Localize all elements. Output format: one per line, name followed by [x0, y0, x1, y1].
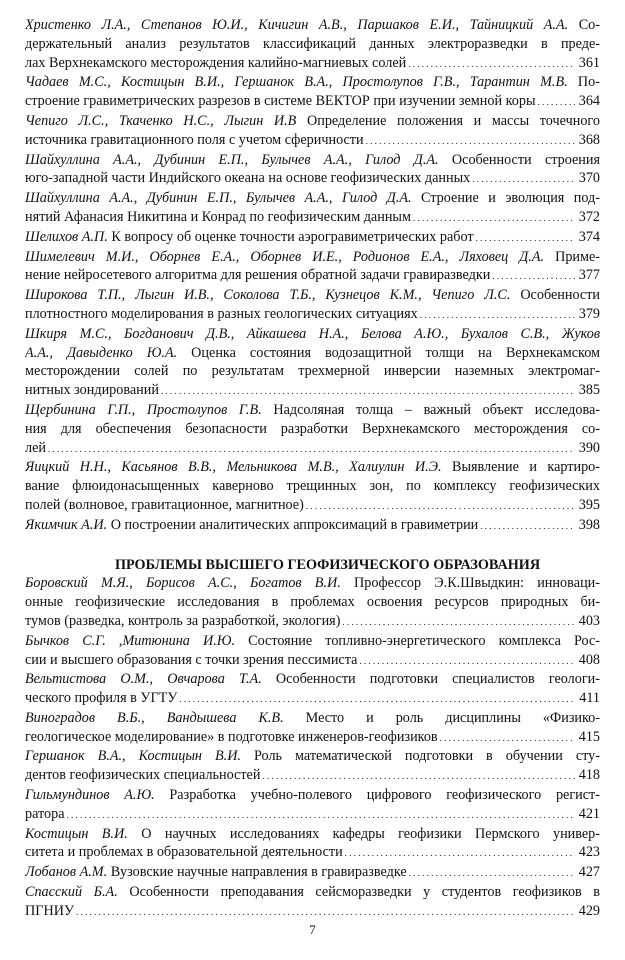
entry-title: геологическое моделирование» в подготовке инженеров-геофизиков — [25, 728, 438, 745]
toc-entry-text — [25, 363, 600, 379]
dot-leader — [472, 169, 575, 189]
entry-authors: Гершанок В.А., Костицын В.И. — [25, 748, 241, 765]
toc-entry-line — [25, 496, 600, 516]
entry-title: нитных зондирований — [25, 382, 159, 399]
toc-entry-text — [25, 266, 490, 285]
entry-title: дентов геофизических специальностей — [25, 767, 261, 784]
entry-title: сии и высшего образования с точки зрения пессимиста — [25, 651, 358, 668]
page-number: 7 — [309, 922, 316, 937]
toc-entry-line — [25, 786, 600, 805]
entry-authors: Щербинина Г.П., Простолупов Г.В. — [25, 401, 262, 418]
toc-entry — [25, 632, 600, 671]
toc-entry — [25, 151, 600, 190]
entry-authors: Бычков С.Г. ,Митюнина И.Ю. — [25, 632, 235, 649]
toc-entry — [25, 825, 600, 864]
dot-leader — [262, 766, 574, 786]
toc-entry-line — [25, 651, 600, 671]
dot-leader — [413, 208, 575, 228]
dot-leader — [480, 516, 574, 536]
toc-entry-text — [25, 575, 600, 591]
entry-authors: Шимелевич М.И., Оборнев Е.А., Оборнев И.Е., Родионов Е.А., Ляховец Д.А. — [25, 248, 545, 265]
entry-page-number: 361 — [578, 54, 600, 71]
entry-title: вание флюидонасыщенных каверново трещинных зон, по комплексу геофизических — [25, 478, 600, 495]
entry-title: Особенности подготовки специалистов геологи- — [261, 671, 600, 688]
toc-entry-text — [25, 496, 304, 515]
toc-list-bottom — [25, 574, 600, 921]
toc-entry-line — [25, 516, 600, 536]
entry-page-number: 364 — [578, 93, 600, 110]
entry-page-number: 427 — [578, 864, 600, 881]
toc-entry-text — [25, 345, 600, 361]
toc-entry — [25, 458, 600, 515]
toc-entry-line — [25, 458, 600, 477]
toc-entry-text — [25, 728, 438, 747]
toc-entry-line — [25, 902, 600, 922]
toc-entry-text — [25, 54, 406, 73]
toc-entry-text — [25, 326, 600, 342]
toc-entry-line — [25, 248, 600, 267]
entry-title: нятий Афанасия Никитина и Конрад по геофизическим данным — [25, 208, 411, 225]
toc-entry-line — [25, 574, 600, 593]
entry-title: Разработка учебно-полевого цифрового геофизического регист- — [154, 787, 600, 804]
entry-page-number: 390 — [578, 439, 600, 456]
entry-title: строение гравиметрических разрезов в системе ВЕКТОР при изучении земной коры — [25, 93, 536, 110]
toc-entry-line — [25, 54, 600, 74]
entry-authors: Христенко Л.А., Степанов Ю.И., Кичигин А.В., Паршаков Е.И., Тайницкий А.А. — [25, 17, 569, 33]
entry-authors: Боровский М.Я., Борисов А.С., Богатов В.И. — [25, 575, 341, 592]
entry-title: Состояние топливно-энергетического комплекса Рос- — [235, 632, 600, 649]
toc-entry-line — [25, 362, 600, 381]
dot-leader — [76, 902, 575, 922]
toc-entry-text — [25, 710, 600, 726]
toc-entry-text — [25, 381, 159, 400]
entry-page-number: 374 — [578, 228, 600, 245]
toc-entry-line — [25, 593, 600, 612]
toc-entry-line — [25, 805, 600, 825]
entry-title: Роль математической подготовки в обучении сту- — [240, 748, 600, 765]
toc-entry — [25, 16, 600, 73]
toc-entry-line — [25, 266, 600, 286]
toc-entry-text — [25, 74, 600, 90]
toc-entry — [25, 786, 600, 825]
entry-title: Определение положения и массы точечного — [296, 112, 600, 129]
entry-title: ситета и проблемах в образовательной деятельности — [25, 844, 343, 861]
entry-title: источника гравитационного поля с учетом сферичности — [25, 131, 364, 148]
entry-authors: Шкиря М.С., Богданович Д.В., Айкашева Н.А., Белова А.Ю., Бухалов С.В., Жуков — [25, 325, 600, 342]
toc-entry-text — [25, 249, 600, 265]
toc-entry-text — [25, 208, 411, 227]
entry-title: лей — [25, 439, 46, 456]
dot-leader — [492, 266, 574, 286]
dot-leader — [345, 843, 575, 863]
entry-authors: Чадаев М.С., Костицын В.И., Гершанок В.А., Простолупов Г.В., Тарантин М.В. — [25, 74, 568, 91]
toc-entry-text — [25, 902, 74, 921]
entry-authors: Шелихов А.П. — [25, 228, 108, 245]
toc-entry-line — [25, 112, 600, 131]
entry-page-number: 372 — [578, 208, 600, 225]
entry-title: ческого профиля в УГТУ — [25, 690, 178, 707]
toc-entry-line — [25, 73, 600, 92]
entry-title: Выявление и картиро- — [441, 459, 600, 476]
entry-page-number: 403 — [578, 612, 600, 629]
toc-entry-text — [25, 402, 600, 418]
toc-entry — [25, 747, 600, 786]
entry-title: По- — [567, 74, 600, 91]
toc-entry-text — [25, 884, 600, 900]
entry-page-number: 395 — [578, 496, 600, 513]
entry-page-number: 415 — [578, 728, 600, 745]
toc-entry — [25, 863, 600, 883]
toc-entry-line — [25, 439, 600, 459]
toc-entry-line — [25, 883, 600, 902]
toc-entry-text — [25, 594, 600, 610]
entry-title: Особенности — [510, 287, 600, 304]
entry-title: тумов (разведка, контроль за разработкой, экология) — [25, 612, 341, 629]
toc-entry-line — [25, 825, 600, 844]
toc-entry — [25, 401, 600, 458]
entry-authors: Костицын В.И. — [25, 825, 128, 842]
toc-entry-line — [25, 189, 600, 208]
entry-authors: Яицкий Н.Н., Касьянов В.В., Мельникова М.В., Халиулин И.Э. — [25, 459, 442, 476]
toc-list-top — [25, 16, 600, 536]
toc-entry — [25, 286, 600, 325]
toc-entry-line — [25, 728, 600, 748]
toc-entry-line — [25, 843, 600, 863]
entry-page-number: 411 — [579, 690, 600, 707]
entry-page-number: 429 — [578, 902, 600, 919]
entry-authors: Широкова Т.П., Лыгин И.В., Соколова Т.Б., Кузнецов К.М., Чепиго Л.С. — [25, 287, 511, 304]
toc-entry — [25, 228, 600, 248]
toc-entry — [25, 189, 600, 228]
entry-title: О построении аналитических аппроксимаций в гравиметрии — [107, 516, 479, 533]
toc-entry — [25, 516, 600, 536]
entry-title: полей (волновое, гравитационное, магнитное) — [25, 496, 304, 513]
dot-leader — [342, 612, 574, 632]
toc-entry-line — [25, 477, 600, 496]
toc-entry-line — [25, 632, 600, 651]
entry-authors: Виноградов В.Б., Вандышева К.В. — [25, 709, 284, 726]
toc-entry-line — [25, 131, 600, 151]
toc-entry-text — [25, 190, 600, 206]
toc-entry-line — [25, 305, 600, 325]
toc-entry — [25, 325, 600, 401]
toc-entry-line — [25, 325, 600, 344]
toc-entry-text — [25, 459, 600, 475]
toc-entry-line — [25, 709, 600, 728]
entry-page-number: 398 — [578, 516, 600, 533]
toc-entry-text — [25, 92, 536, 111]
entry-title: Место и роль дисциплины «Физико- — [283, 709, 600, 726]
toc-entry-line — [25, 401, 600, 420]
entry-authors: Чепиго Л.С., Ткаченко Н.С., Лыгин И.В — [25, 112, 297, 129]
entry-title: лах Верхнекамского месторождения калийно-магниевых солей — [25, 54, 407, 71]
toc-entry — [25, 883, 600, 922]
toc-entry-line — [25, 208, 600, 228]
toc-entry-text — [25, 17, 600, 33]
toc-entry-text — [25, 36, 600, 52]
entry-authors: Гильмундинов А.Ю. — [25, 787, 155, 804]
entry-title: месторождении солей по результатам трехмерной инверсии наземных электромаг- — [25, 363, 600, 380]
toc-entry-text — [25, 671, 600, 687]
toc-entry-line — [25, 766, 600, 786]
dot-leader — [161, 381, 575, 401]
dot-leader — [179, 689, 575, 709]
toc-entry-text — [25, 228, 474, 247]
entry-title: ратора — [25, 805, 65, 822]
toc-entry-text — [25, 863, 407, 882]
toc-entry-text — [25, 748, 600, 764]
toc-entry-text — [25, 516, 478, 535]
entry-authors: Лобанов А.М. — [25, 864, 108, 881]
toc-entry — [25, 670, 600, 709]
entry-title: Надсоляная толща – важный объект исследова- — [261, 401, 600, 418]
entry-authors: А.А., Давыденко Ю.А. — [25, 344, 178, 361]
entry-title: Строение и эволюция под- — [411, 190, 600, 207]
toc-entry-line — [25, 747, 600, 766]
entry-page-number: 379 — [578, 305, 600, 322]
toc-entry-text — [25, 287, 600, 303]
entry-authors: Вельтистова О.М., Овчарова Т.А. — [25, 671, 262, 688]
entry-page-number: 418 — [578, 767, 600, 784]
toc-entry-line — [25, 863, 600, 883]
entry-title: ПГНИУ — [25, 902, 74, 919]
dot-leader — [48, 439, 575, 459]
toc-entry-text — [25, 478, 600, 494]
toc-entry-text — [25, 612, 340, 631]
dot-leader — [408, 54, 575, 74]
entry-page-number: 423 — [578, 844, 600, 861]
entry-title: плотностного моделирования в разных геологических ситуациях — [25, 305, 418, 322]
entry-title: Приме- — [544, 248, 600, 265]
entry-title: Вузовские научные направления в гравиразведке — [107, 864, 407, 881]
toc-entry-text — [25, 766, 260, 785]
toc-entry-text — [25, 305, 418, 324]
entry-page-number: 377 — [578, 267, 600, 284]
entry-title: О научных исследованиях кафедры геофизики Пермского универ- — [127, 825, 600, 842]
toc-entry — [25, 73, 600, 112]
toc-entry — [25, 709, 600, 748]
toc-entry-line — [25, 169, 600, 189]
entry-title: ния для обеспечения безопасности разработки Верхнекамского месторождения со- — [25, 420, 600, 437]
entry-title: держательный анализ результатов классификаций данных электроразведки в преде- — [25, 35, 600, 52]
entry-authors: Спасский Б.А. — [25, 884, 118, 901]
toc-entry-line — [25, 381, 600, 401]
entry-title: Оценка состояния водозащитной толщи на Верхнекамском — [177, 344, 600, 361]
entry-authors: Якимчик А.И. — [25, 516, 108, 533]
toc-entry-line — [25, 16, 600, 35]
dot-leader — [420, 305, 575, 325]
toc-entry-line — [25, 151, 600, 170]
dot-leader — [476, 228, 575, 248]
toc-entry — [25, 112, 600, 151]
entry-page-number: 370 — [578, 170, 600, 187]
toc-entry-line — [25, 420, 600, 439]
toc-entry-text — [25, 689, 177, 708]
dot-leader — [67, 805, 575, 825]
toc-entry-text — [25, 633, 600, 649]
toc-entry — [25, 574, 600, 631]
entry-title: нение нейросетевого алгоритма для решения обратной задачи гравиразведки — [25, 267, 491, 284]
toc-entry-line — [25, 92, 600, 112]
dot-leader — [440, 728, 575, 748]
entry-title: Особенности строения — [438, 151, 600, 168]
toc-entry-line — [25, 689, 600, 709]
toc-entry-line — [25, 228, 600, 248]
toc-entry-text — [25, 787, 600, 803]
dot-leader — [306, 496, 575, 516]
toc-entry-text — [25, 131, 364, 150]
entry-title: Профессор Э.К.Швыдкин: инновaци- — [340, 575, 600, 592]
dot-leader — [409, 863, 575, 883]
toc-entry-text — [25, 113, 600, 129]
entry-authors: Шайхуллина А.А., Дубинин Е.П., Булычев А.А., Гилод Д.А. — [25, 151, 439, 168]
section-title: ПРОБЛЕМЫ ВЫСШЕГО ГЕОФИЗИЧЕСКОГО ОБРАЗОВАНИЯ — [114, 556, 541, 573]
toc-entry-text — [25, 439, 46, 458]
toc-entry-line — [25, 612, 600, 632]
entry-title: онные геофизические исследования в проблемах освоения ресурсов природных би- — [25, 594, 600, 611]
entry-page-number: 385 — [578, 382, 600, 399]
toc-entry — [25, 248, 600, 287]
dot-leader — [366, 131, 575, 151]
dot-leader — [538, 92, 575, 112]
toc-entry-text — [25, 826, 600, 842]
entry-title: юго-западной части Индийского океана на основе геофизических данных — [25, 170, 471, 187]
toc-entry-text — [25, 421, 600, 437]
entry-title: Со- — [568, 17, 600, 33]
entry-page-number: 408 — [578, 651, 600, 668]
entry-title: Особенности преподавания сейсморазведки у студентов геофизиков в — [117, 884, 600, 901]
entry-title: К вопросу об оценке точности аэрогравиметрических работ — [107, 228, 474, 245]
toc-entry-text — [25, 152, 600, 168]
toc-entry-text — [25, 843, 343, 862]
toc-page — [25, 16, 600, 922]
toc-entry-text — [25, 169, 470, 188]
entry-page-number: 421 — [578, 805, 600, 822]
toc-entry-text — [25, 651, 357, 670]
toc-entry-text — [25, 805, 65, 824]
toc-entry-line — [25, 286, 600, 305]
toc-entry-line — [25, 344, 600, 363]
dot-leader — [359, 651, 574, 671]
toc-entry-line — [25, 670, 600, 689]
entry-page-number: 368 — [578, 131, 600, 148]
toc-entry-line — [25, 35, 600, 54]
entry-authors: Шайхуллина А.А., Дубинин Е.П., Булычев А.А., Гилод Д.А. — [25, 190, 412, 207]
